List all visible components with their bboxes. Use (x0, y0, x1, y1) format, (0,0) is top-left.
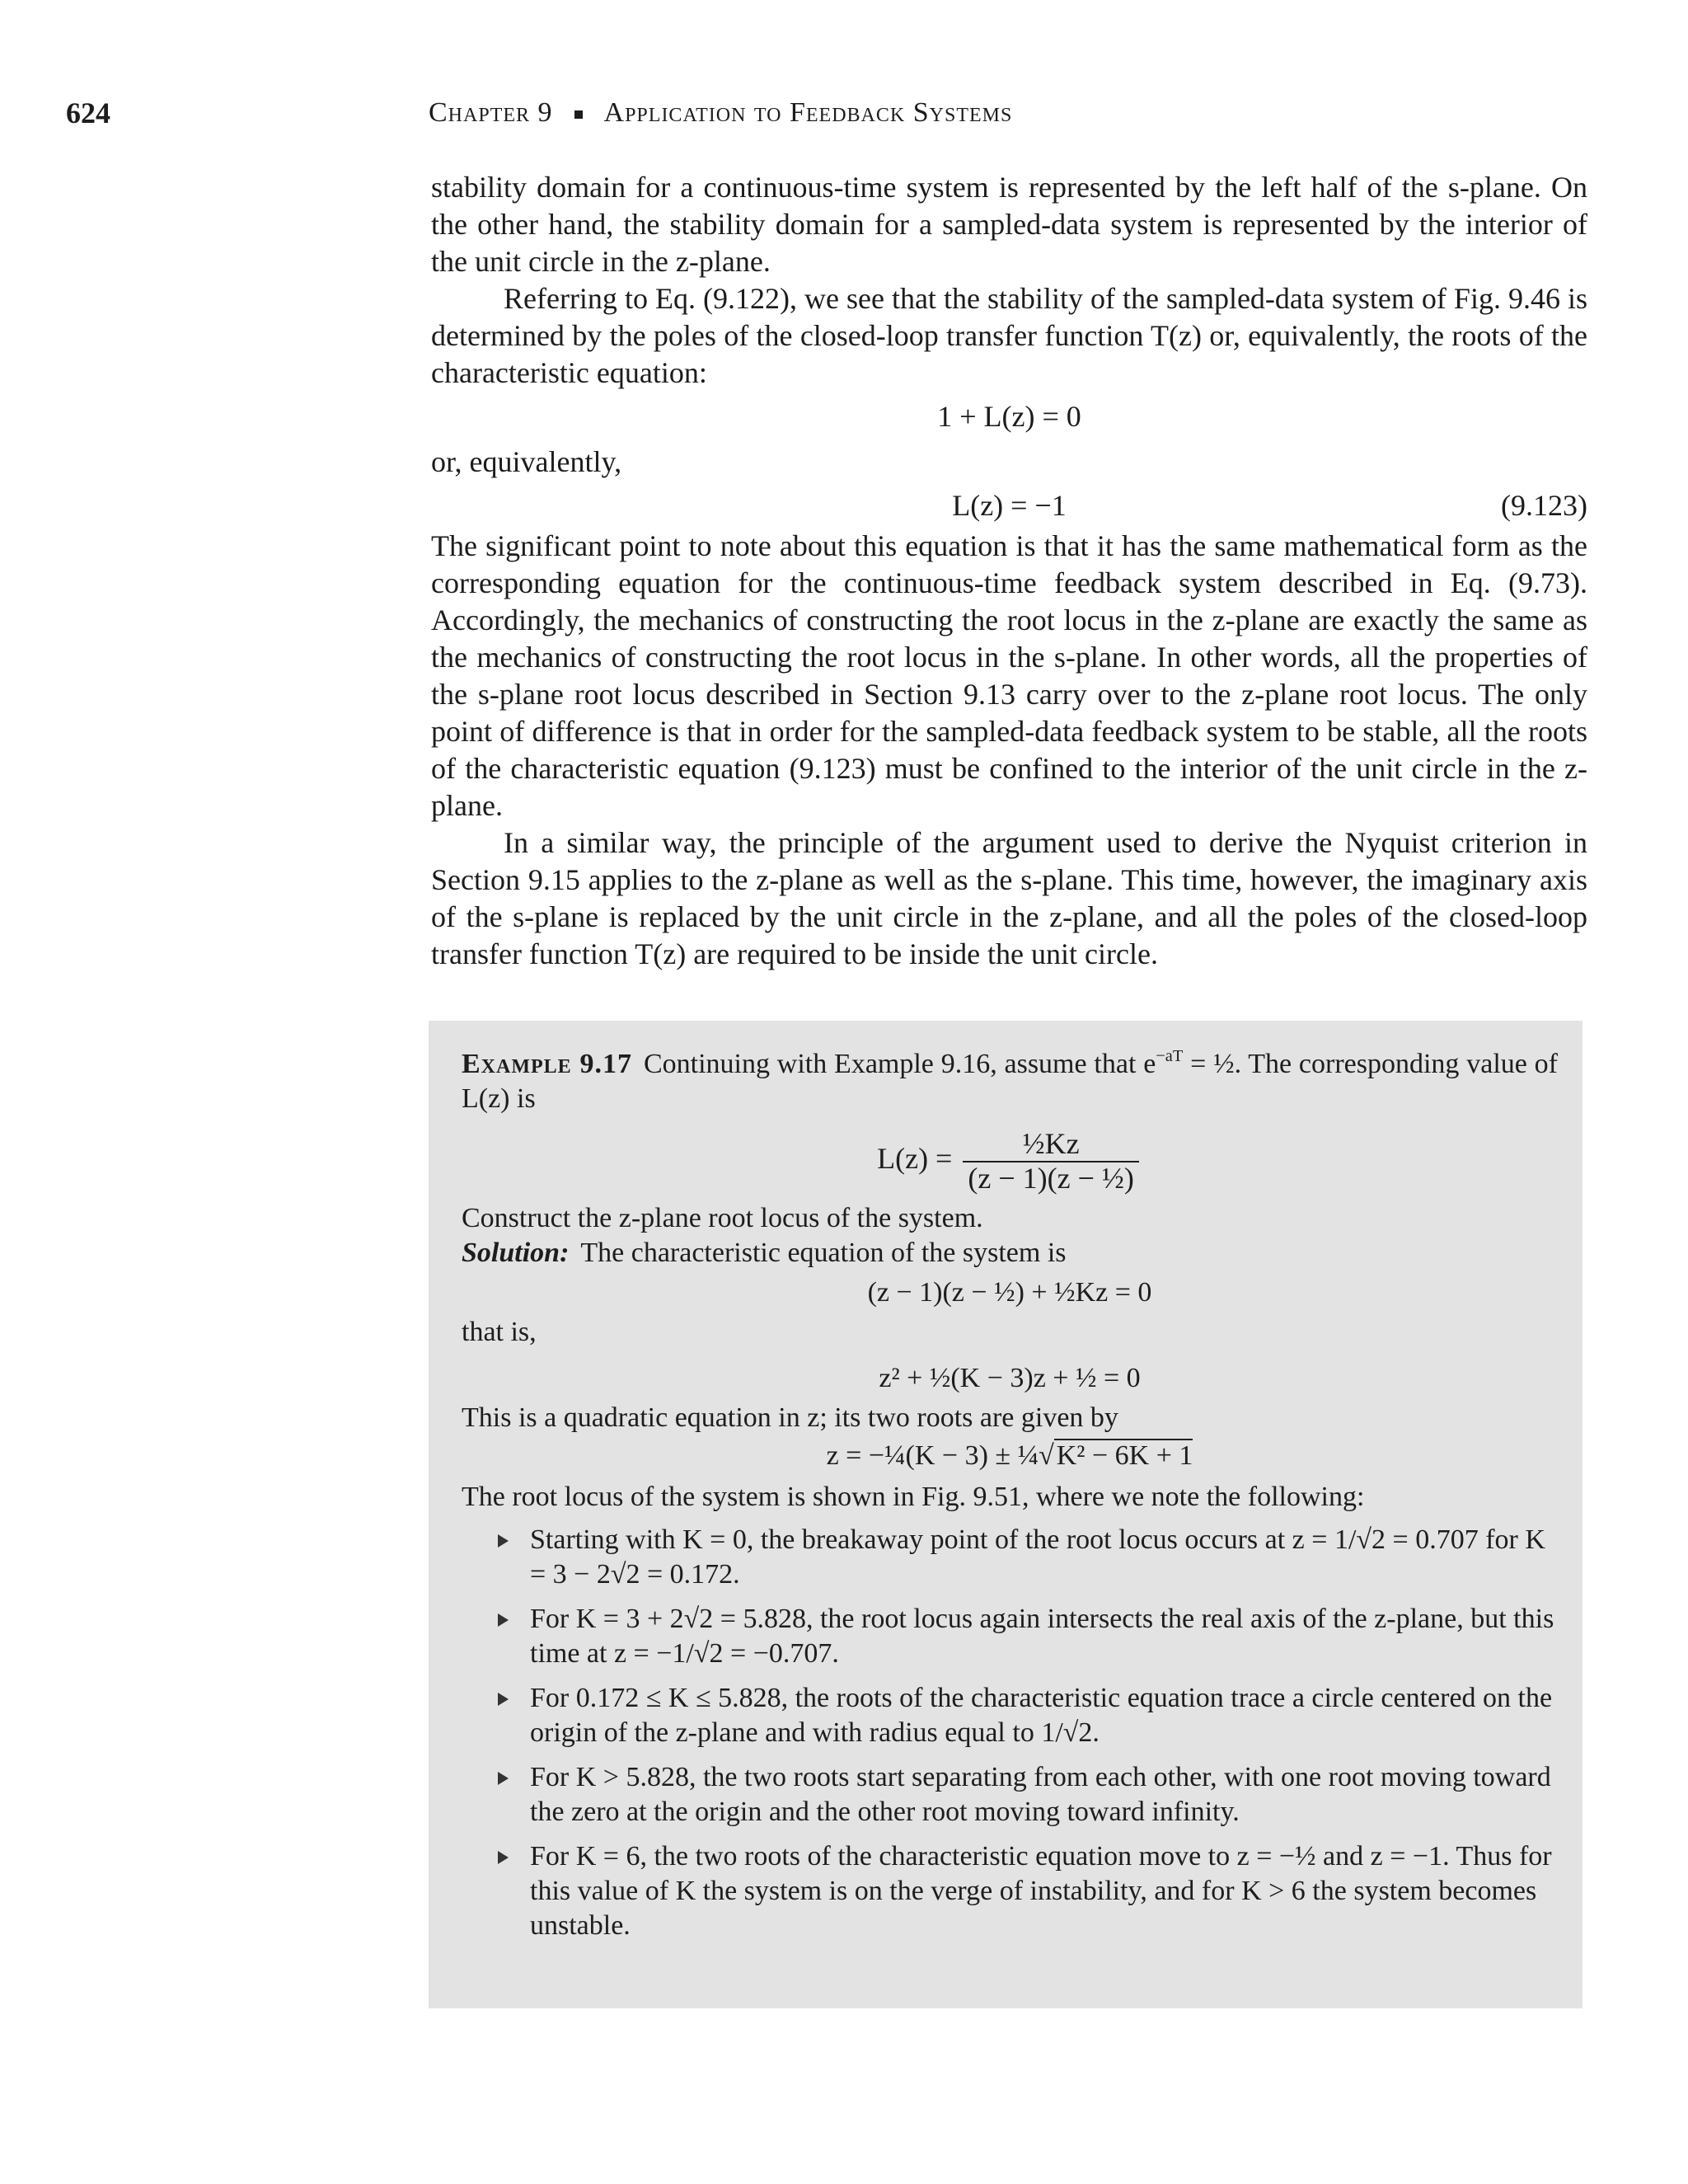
equation-number: (9.123) (1501, 489, 1587, 522)
body-text (431, 169, 1587, 973)
quadratic-text: This is a quadratic equation in z; its two roots are given by (462, 1402, 1118, 1434)
equation-1: 1 + L(z) = 0 (937, 400, 1081, 433)
list-item: For 0.172 ≤ K ≤ 5.828, the roots of the characteristic equation trace a circle centered on the origin of the z-plane and with radius equal to 1/√2. (462, 1681, 1558, 1750)
list-item: Starting with K = 0, the breakaway point of the root locus occurs at z = 1/√2 = 0.707 for K = 3 − 2√2 = 0.172. (462, 1523, 1558, 1592)
paragraph-1: stability domain for a continuous-time system is represented by the left half of the s-plane. On the other hand, the stability domain for a sampled-data system is represented by the interior of the unit circle in the z-plane. (431, 171, 1587, 278)
equation-9-123: L(z) = −1 (952, 489, 1067, 522)
paragraph-3: The significant point to note about this equation is that it has the same mathematical form as the corresponding equation for the continuous-time feedback system described in Eq. (9.73). Accordingly, the mechanics of constructing the root locus in the z-plane are exactly the same as the mechanics of constructing the root locus in the s-plane. In other words, all the properties of the s-plane root locus described in Section 9.13 carry over to the z-plane root locus. The only point of difference is that in order for the sampled-data feedback system to be stable, all the roots of the characteristic equation (9.123) must be confined to the interior of the unit circle in the z-plane. (431, 529, 1587, 822)
running-header (429, 97, 1012, 129)
triangle-bullet-icon (498, 1613, 509, 1627)
construct-text: Construct the z-plane root locus of the system. (462, 1203, 983, 1234)
observation-list (462, 1523, 1558, 1943)
lz-fraction (963, 1128, 1139, 1195)
triangle-bullet-icon (498, 1772, 509, 1785)
or-equivalently: or, equivalently, (431, 445, 622, 478)
locus-text: The root locus of the system is shown in Fig. 9.51, where we note the following: (462, 1482, 1365, 1513)
triangle-bullet-icon (498, 1693, 509, 1706)
list-item: For K = 3 + 2√2 = 5.828, the root locus again intersects the real axis of the z-plane, but this time at z = −1/√2 = −0.707. (462, 1602, 1558, 1671)
page-number: 624 (66, 96, 110, 129)
equation-9-123-row (431, 487, 1587, 524)
that-is: that is, (462, 1317, 537, 1348)
quadratic-equation: z² + ½(K − 3)z + ½ = 0 (879, 1363, 1141, 1394)
exponent: −aT (1156, 1046, 1184, 1065)
list-item: For K > 5.828, the two roots start separating from each other, with one root moving toward the zero at the origin and the other root moving toward infinity. (462, 1760, 1558, 1829)
triangle-bullet-icon (498, 1534, 509, 1548)
triangle-bullet-icon (498, 1851, 509, 1864)
solution-text: Solution: The characteristic equation of the system is (462, 1238, 1067, 1269)
characteristic-equation: (z − 1)(z − ½) + ½Kz = 0 (867, 1277, 1152, 1308)
lz-numerator: ½Kz (963, 1128, 1139, 1162)
bullet-square-icon (574, 110, 583, 119)
lz-equation: L(z) = $\frac{\text{½Kz}}{\text{(z − 1)(z − ½)}}$ (462, 1128, 1558, 1195)
chapter-title: Application to Feedback Systems (603, 97, 1013, 128)
example-intro: Example 9.17 Continuing with Example 9.16, assume that $e^{-aT}$ = ½. The corresponding value of L(z) is (462, 1046, 1558, 1114)
paragraph-2: Referring to Eq. (9.122), we see that the stability of the sampled-data system of Fig. 9.46 is determined by the poles of the closed-loop transfer function T(z) or, equivalently, the roots of the characteristic equation: (431, 282, 1587, 389)
example-box (429, 1021, 1582, 2008)
example-label: Example 9.17 (462, 1049, 632, 1079)
list-item: For K = 6, the two roots of the characteristic equation move to z = −½ and z = −1. Thus for this value of K the system is on the verge of instability, and for K > 6 the system becomes unstable. (462, 1839, 1558, 1943)
chapter-label: Chapter 9 (429, 97, 553, 128)
solution-label: Solution: (462, 1238, 570, 1269)
lz-denominator: (z − 1)(z − ½) (968, 1161, 1134, 1195)
paragraph-4: In a similar way, the principle of the argument used to derive the Nyquist criterion in Section 9.15 applies to the z-plane as well as the s-plane. This time, however, the imaginary axis of the s-plane is replaced by the unit circle in the z-plane, and all the poles of the closed-loop transfer function T(z) are required to be inside the unit circle. (431, 826, 1587, 970)
roots-equation: z = −¼(K − 3) ± ¼√K² − 6K + 1 (826, 1440, 1193, 1472)
